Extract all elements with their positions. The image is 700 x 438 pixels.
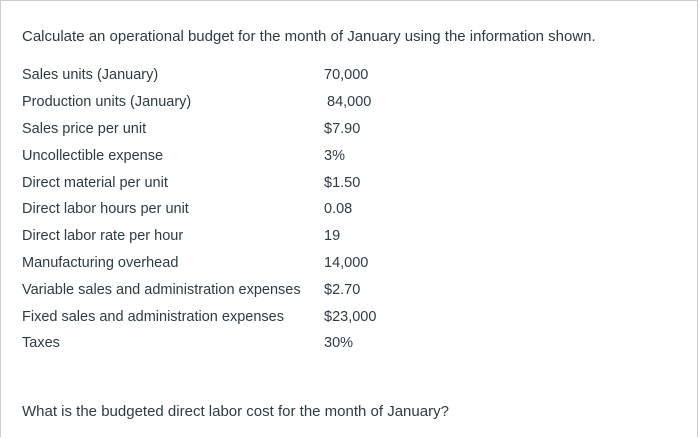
table-row [22,116,397,143]
prompt-text: Calculate an operational budget for the month of January using the information shown. [22,28,596,45]
budget-data-table [22,62,397,357]
row-value: 70,000 [324,67,369,84]
row-value: $7.90 [324,120,361,137]
row-value: 14,000 [324,254,369,271]
table-row [22,196,397,223]
row-value: 0.08 [324,201,353,218]
row-label: Sales price per unit [22,120,147,137]
row-value: 84,000 [327,94,372,111]
row-label: Production units (January) [22,94,192,111]
row-value: 3% [324,147,345,164]
row-label: Direct material per unit [22,174,168,191]
row-value: $23,000 [324,308,377,325]
row-label: Manufacturing overhead [22,254,179,271]
table-row [22,276,397,303]
row-label: Sales units (January) [22,67,159,84]
table-row [22,89,397,116]
table-row [22,223,397,250]
table-row [22,303,397,330]
row-label: Uncollectible expense [22,147,164,164]
row-value: 30% [324,335,354,352]
table-row [22,169,397,196]
table-row [22,330,397,357]
question-text: What is the budgeted direct labor cost for the month of January? [22,403,449,420]
row-label: Direct labor rate per hour [22,228,184,245]
table-row [22,62,397,89]
row-value: 19 [324,228,341,245]
table-row [22,142,397,169]
row-label: Fixed sales and administration expenses [22,308,284,325]
row-value: $1.50 [324,174,361,191]
row-label: Taxes [22,335,60,352]
row-value: $2.70 [324,281,361,298]
table-row [22,250,397,277]
row-label: Direct labor hours per unit [22,201,189,218]
row-label: Variable sales and administration expenses [22,281,301,298]
